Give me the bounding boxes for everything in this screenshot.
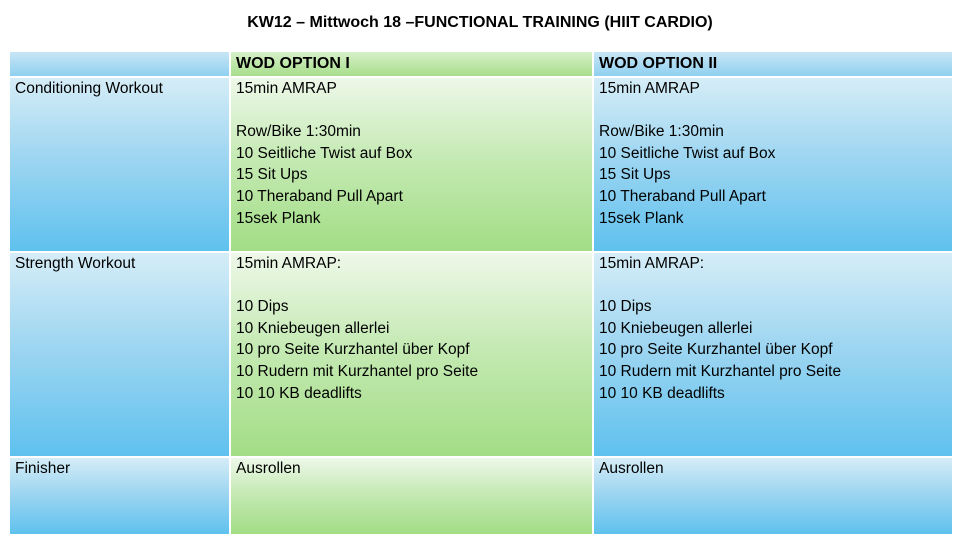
row-label-finisher: Finisher xyxy=(15,460,71,477)
row-label-conditioning: Conditioning Workout xyxy=(15,80,163,97)
option-2-cell xyxy=(593,77,953,252)
row-label-cell xyxy=(9,252,230,457)
exercise-line: 15min AMRAP xyxy=(599,80,700,97)
header-empty-cell xyxy=(9,51,230,77)
row-label-cell xyxy=(9,77,230,252)
exercise-line: 10 Theraband Pull Apart xyxy=(599,187,766,205)
exercise-line: 15min AMRAP: xyxy=(599,255,705,272)
option-1-cell xyxy=(230,252,593,457)
exercise-line: Row/Bike 1:30min xyxy=(599,123,724,141)
row-label-cell xyxy=(9,457,230,535)
table-row-conditioning xyxy=(9,77,953,252)
exercise-line: 10 Dips xyxy=(599,298,652,316)
exercise-line: 10 Kniebeugen allerlei xyxy=(236,319,390,337)
exercise-line: Ausrollen xyxy=(599,460,664,477)
exercise-line: 15 Sit Ups xyxy=(599,166,671,184)
header-wod-option-1: WOD OPTION I xyxy=(230,51,593,77)
blank-line xyxy=(236,275,587,297)
exercise-line: 10 pro Seite Kurzhantel über Kopf xyxy=(599,341,833,359)
blank-line xyxy=(599,275,947,297)
exercise-line: 10 Rudern mit Kurzhantel pro Seite xyxy=(599,362,842,380)
exercise-line: Ausrollen xyxy=(236,460,301,477)
exercise-line: 15sek Plank xyxy=(236,209,321,227)
exercise-line: 15min AMRAP xyxy=(236,80,337,97)
row-label-strength: Strength Workout xyxy=(15,255,136,272)
slide-title: KW12 – Mittwoch 18 –FUNCTIONAL TRAINING (HIIT CARDIO) xyxy=(247,14,713,31)
blank-line xyxy=(236,100,587,122)
exercise-line: 10 Dips xyxy=(236,298,289,316)
option-2-cell xyxy=(593,457,953,535)
table-row-finisher xyxy=(9,457,953,535)
option-2-cell xyxy=(593,252,953,457)
table-row-strength xyxy=(9,252,953,457)
exercise-line: 10 Kniebeugen allerlei xyxy=(599,319,753,337)
exercise-line: 10 Theraband Pull Apart xyxy=(236,187,403,205)
exercise-line: 15min AMRAP: xyxy=(236,255,342,272)
exercise-line: 15 Sit Ups xyxy=(236,166,308,184)
exercise-line: 10 Seitliche Twist auf Box xyxy=(599,144,776,162)
exercise-line: 10 10 KB deadlifts xyxy=(599,384,725,402)
option-1-cell xyxy=(230,77,593,252)
header-wod-option-2: WOD OPTION II xyxy=(593,51,953,77)
exercise-line: 10 10 KB deadlifts xyxy=(236,384,362,402)
exercise-line: 15sek Plank xyxy=(599,209,684,227)
exercise-line: 10 Rudern mit Kurzhantel pro Seite xyxy=(236,362,479,380)
workout-table xyxy=(8,50,954,536)
blank-line xyxy=(599,100,947,122)
exercise-line: 10 Seitliche Twist auf Box xyxy=(236,144,413,162)
table-header-row xyxy=(9,51,953,77)
exercise-line: 10 pro Seite Kurzhantel über Kopf xyxy=(236,341,470,359)
exercise-line: Row/Bike 1:30min xyxy=(236,123,361,141)
option-1-cell xyxy=(230,457,593,535)
